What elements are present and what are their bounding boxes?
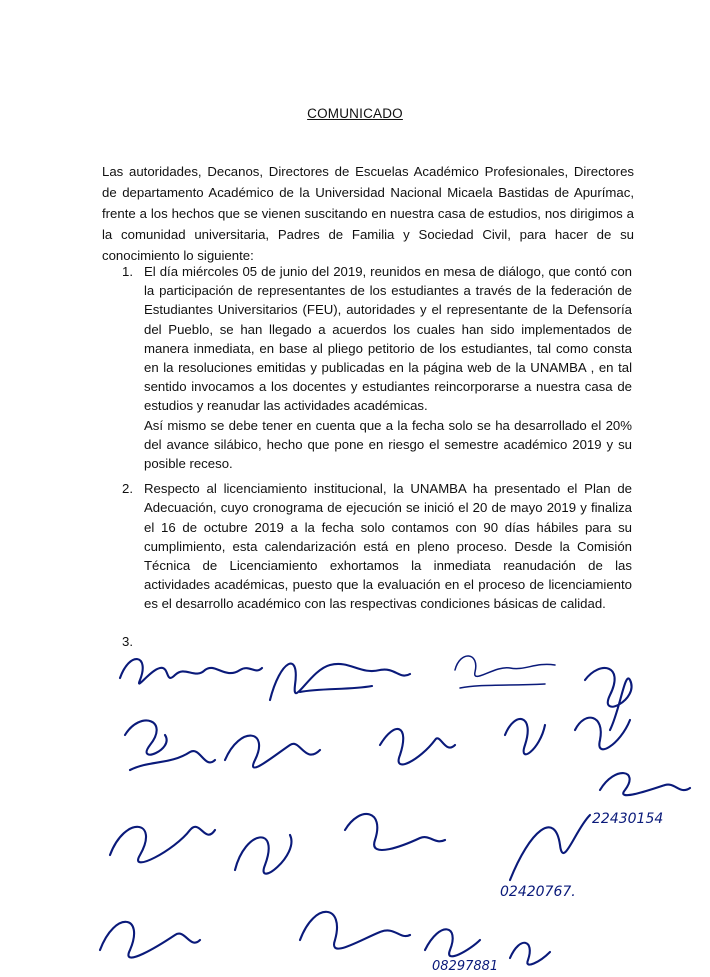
signature <box>120 659 262 684</box>
document-title: COMUNICADO <box>307 106 403 121</box>
signature <box>100 922 200 958</box>
signature <box>455 656 555 688</box>
signature <box>510 815 590 880</box>
signature <box>225 736 320 768</box>
signature <box>300 912 410 949</box>
signature <box>345 814 445 850</box>
signature <box>270 664 410 700</box>
signature <box>600 773 690 795</box>
item-paragraph: Respecto al licenciamiento institucional, la UNAMBA ha presentado el Plan de Adecuación, cuyo cronograma de ejecución se inició el 20 de mayo 2019 y finaliza el 16 de octubre 2019 a la fecha solo contamos con 90 días hábiles para su cumplimiento, esta calendarización está en pleno proceso. Desde la Comisión Técnica de Licenciamiento exhortamos la inmediata reanudación de las actividades académicas, puesto que la evaluación en el proceso de licenciamiento es el desarrollo académico con las respectivas condiciones básicas de calidad. <box>144 481 632 612</box>
signature <box>425 929 480 956</box>
signature <box>505 719 545 754</box>
item-number-3: 3. <box>122 634 133 649</box>
signature-number: 08297881 <box>432 959 499 974</box>
list-item <box>102 262 632 473</box>
signature <box>575 718 630 750</box>
intro-paragraph: Las autoridades, Decanos, Directores de Escuelas Académico Profesionales, Directores de departamento Académico de la Universidad Nacional Micaela Bastidas de Apurímac, frente a los hechos que se vienen suscitando en nuestra casa de estudios, nos dirigimos a la comunidad universitaria, Padres de Familia y Sociedad Civil, para hacer de su conocimiento lo siguiente: <box>102 164 634 263</box>
list-item <box>102 479 632 613</box>
signature-number: 02420767. <box>500 884 576 900</box>
signatures-area <box>0 640 710 977</box>
signature <box>235 835 291 874</box>
signature <box>510 943 550 965</box>
item-paragraph: El día miércoles 05 de junio del 2019, reunidos en mesa de diálogo, que contó con la participación de representantes de los estudiantes a través de la federación de Estudiantes Universitarios (FEU), autoridades y el representante de la Defensoría del Pueblo, se han llegado a acuerdos los cuales han sido implementados de manera inmediata, en base al pliego petitorio de los estudiantes, tal como consta en la resoluciones emitidas y publicadas en la página web de la UNAMBA , en tal sentido invocamos a los docentes y estudiantes reincorporarse a nuestra casa de estudios y reanudar las actividades académicas. <box>144 264 632 414</box>
signature <box>585 668 632 730</box>
signature-number: 22430154 <box>592 811 664 827</box>
signature <box>110 827 215 863</box>
item-number: 1. <box>122 264 133 279</box>
item-paragraph: Así mismo se debe tener en cuenta que a la fecha solo se ha desarrollado el 20% del avance silábico, hecho que pone en riesgo el semestre académico 2019 y su posible receso. <box>144 417 632 472</box>
item-number: 2. <box>122 481 133 497</box>
points-list <box>102 262 632 620</box>
signature <box>380 729 455 764</box>
signature <box>125 721 215 770</box>
